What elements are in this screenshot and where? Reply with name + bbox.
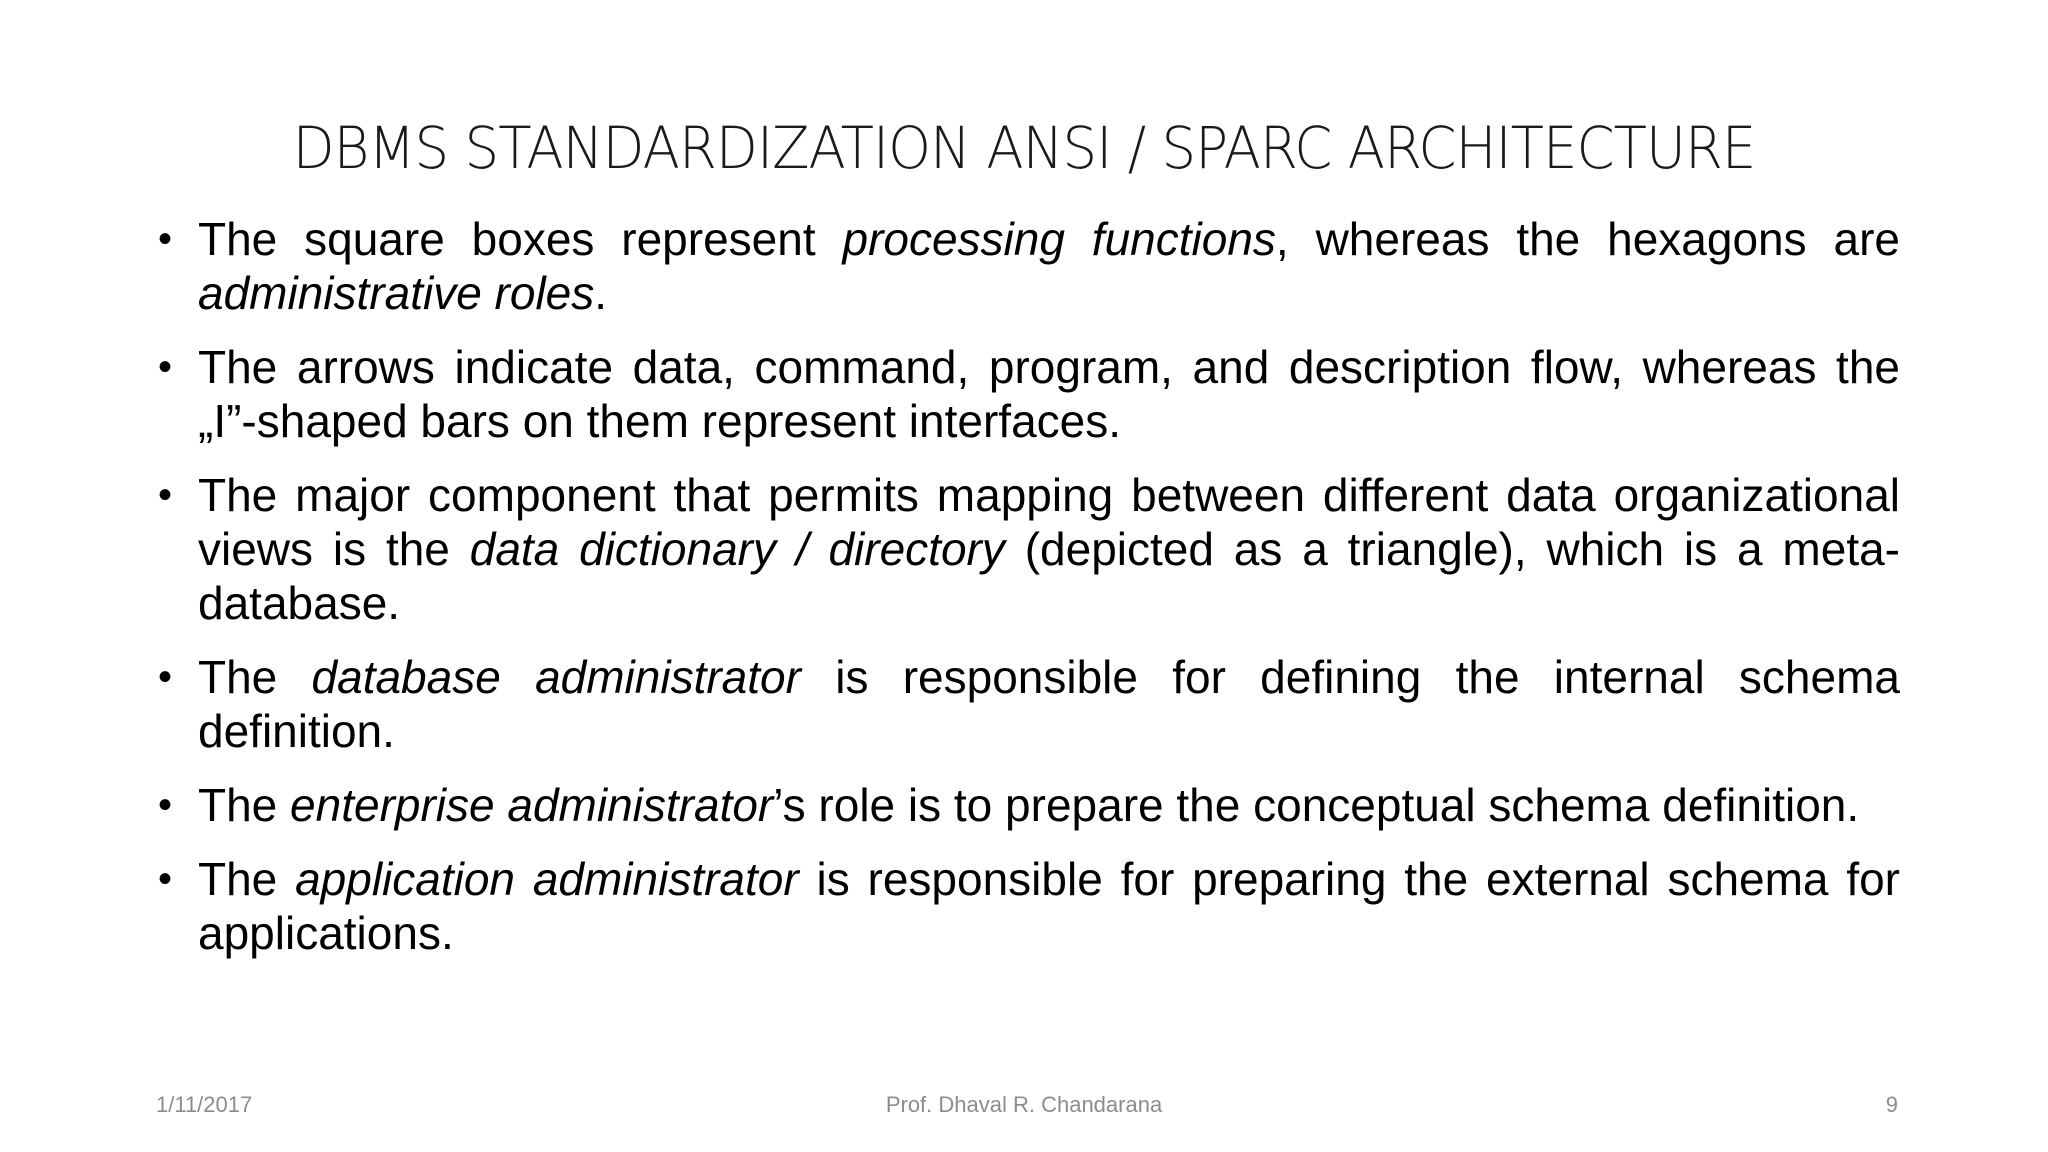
bullet-item [150, 778, 1900, 832]
bullet-item [150, 468, 1900, 630]
bullet-item [150, 650, 1900, 758]
bullet-dot-icon: • [158, 655, 173, 699]
text-segment: is responsible for defining the internal schema definition. [198, 651, 1900, 757]
text-segment: The [198, 853, 296, 905]
italic-text-segment: database administrator [311, 651, 801, 703]
bullet-dot-icon: • [158, 217, 173, 261]
bullet-dot-icon: • [158, 783, 173, 827]
bullet-item [150, 340, 1900, 448]
text-segment: is responsible for preparing the external schema for applications. [198, 853, 1901, 959]
footer-author: Prof. Dhaval R. Chandarana [885, 1092, 1163, 1117]
text-segment: (depicted as a triangle), which is a meta-database. [198, 523, 1901, 629]
bullet-text [198, 651, 1900, 757]
italic-text-segment: administrative roles [198, 267, 595, 319]
text-segment: The square boxes represent [198, 213, 843, 265]
bullet-item [150, 852, 1900, 960]
bullet-dot-icon: • [158, 473, 173, 517]
page-number: 9 [1885, 1092, 1898, 1117]
bullet-dot-icon: • [158, 857, 173, 901]
bullet-text [198, 341, 1900, 447]
bullet-text [198, 469, 1900, 629]
italic-text-segment: application administrator [295, 853, 799, 905]
bullet-item [150, 212, 1900, 320]
bullet-list [150, 212, 1900, 980]
footer-date: 1/11/2017 [156, 1092, 253, 1117]
bullet-text [198, 213, 1900, 319]
text-segment: The arrows indicate data, command, program, and description flow, whereas the „I”-shaped bars on them represent interfaces. [198, 341, 1900, 447]
text-segment: ’s role is to prepare the conceptual schema definition. [773, 779, 1860, 831]
bullet-text [198, 853, 1900, 959]
bullet-text [198, 779, 1859, 831]
italic-text-segment: data dictionary / directory [469, 523, 1005, 575]
text-segment: . [594, 267, 608, 319]
italic-text-segment: processing functions [842, 213, 1276, 265]
slide-title: DBMS STANDARDIZATION ANSI / SPARC ARCHITECTURE [292, 114, 1756, 182]
bullet-dot-icon: • [158, 345, 173, 389]
text-segment: , whereas the hexagons are [1275, 213, 1900, 265]
italic-text-segment: enterprise administrator [290, 779, 774, 831]
text-segment: The [198, 779, 291, 831]
text-segment: The [198, 651, 312, 703]
text-segment: The major component that permits mapping between different data organizational views is the [198, 469, 1900, 575]
